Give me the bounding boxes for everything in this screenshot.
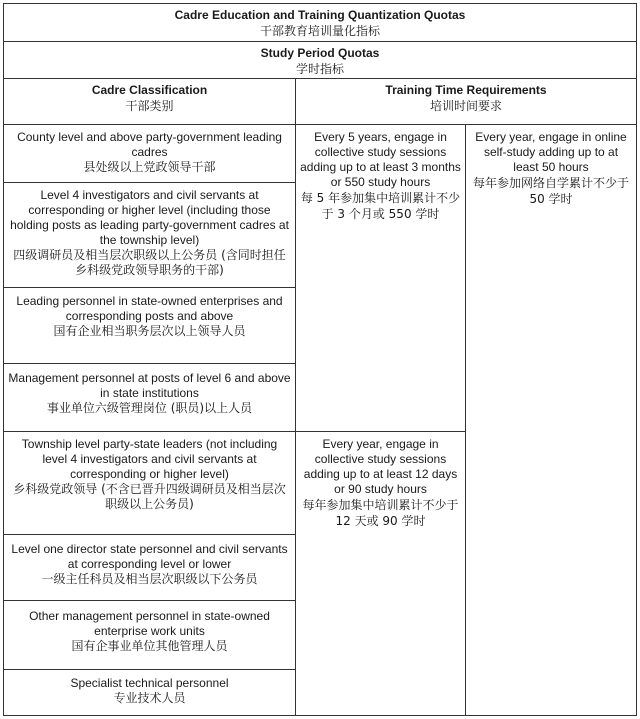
table-row: Township level party-state leaders (not including level 4 investigators and civil servants at corresponding or higher level) 乡科级党政领导 (不含已晋升四级调研员及相当层次职级以上公务员) bbox=[3, 431, 296, 535]
table-row: Other management personnel in state-owned enterprise work units 国有企事业单位其他管理人员 bbox=[3, 600, 296, 670]
table-subtitle bbox=[3, 41, 637, 78]
header-requirements-en: Training Time Requirements bbox=[385, 83, 547, 97]
requirement-online: Every year, engage in online self-study adding up to at least 50 hours 每年参加网络自学累计不少于 50 学时 bbox=[465, 124, 637, 716]
title-zh: 干部教育培训量化指标 bbox=[259, 24, 380, 38]
requirement-collective-upper: Every 5 years, engage in collective study sessions adding up to at least 3 months or 550 study hours 每 5 年参加集中培训累计不少于 3 个月或 550 学时 bbox=[295, 124, 466, 432]
header-requirements-zh: 培训时间要求 bbox=[429, 99, 502, 113]
table-title bbox=[3, 3, 637, 41]
table-row: Specialist technical personnel 专业技术人员 bbox=[3, 669, 296, 716]
requirement-collective-lower: Every year, engage in collective study sessions adding up to at least 12 days or 90 study hours 每年参加集中培训累计不少于 12 天或 90 学时 bbox=[295, 431, 466, 716]
header-classification-en: Cadre Classification bbox=[91, 83, 208, 97]
table-row: Level 4 investigators and civil servants at corresponding or higher level (including those holding posts as leading party-government cadres at the township level) 四级调研员及相当层次职级以上公务员 (含同时担任乡科级党政领导职务的干部) bbox=[3, 182, 296, 288]
table-row: Management personnel at posts of level 6 and above in state institutions 事业单位六级管理岗位 (职员)以上人员 bbox=[3, 363, 296, 432]
subtitle-en: Study Period Quotas bbox=[260, 46, 380, 60]
table-row: Level one director state personnel and civil servants at corresponding level or lower 一级主任科员及相当层次职级以下公务员 bbox=[3, 534, 296, 601]
header-classification bbox=[3, 78, 296, 125]
header-classification-zh: 干部类别 bbox=[125, 99, 174, 113]
title-en: Cadre Education and Training Quantization Quotas bbox=[174, 8, 466, 22]
subtitle-zh: 学时指标 bbox=[295, 62, 344, 76]
table-row: Leading personnel in state-owned enterprises and corresponding posts and above 国有企业相当职务层次以上领导人员 bbox=[3, 287, 296, 364]
header-requirements bbox=[295, 78, 637, 125]
table-row: County level and above party-government leading cadres 县处级以上党政领导干部 bbox=[3, 124, 296, 183]
